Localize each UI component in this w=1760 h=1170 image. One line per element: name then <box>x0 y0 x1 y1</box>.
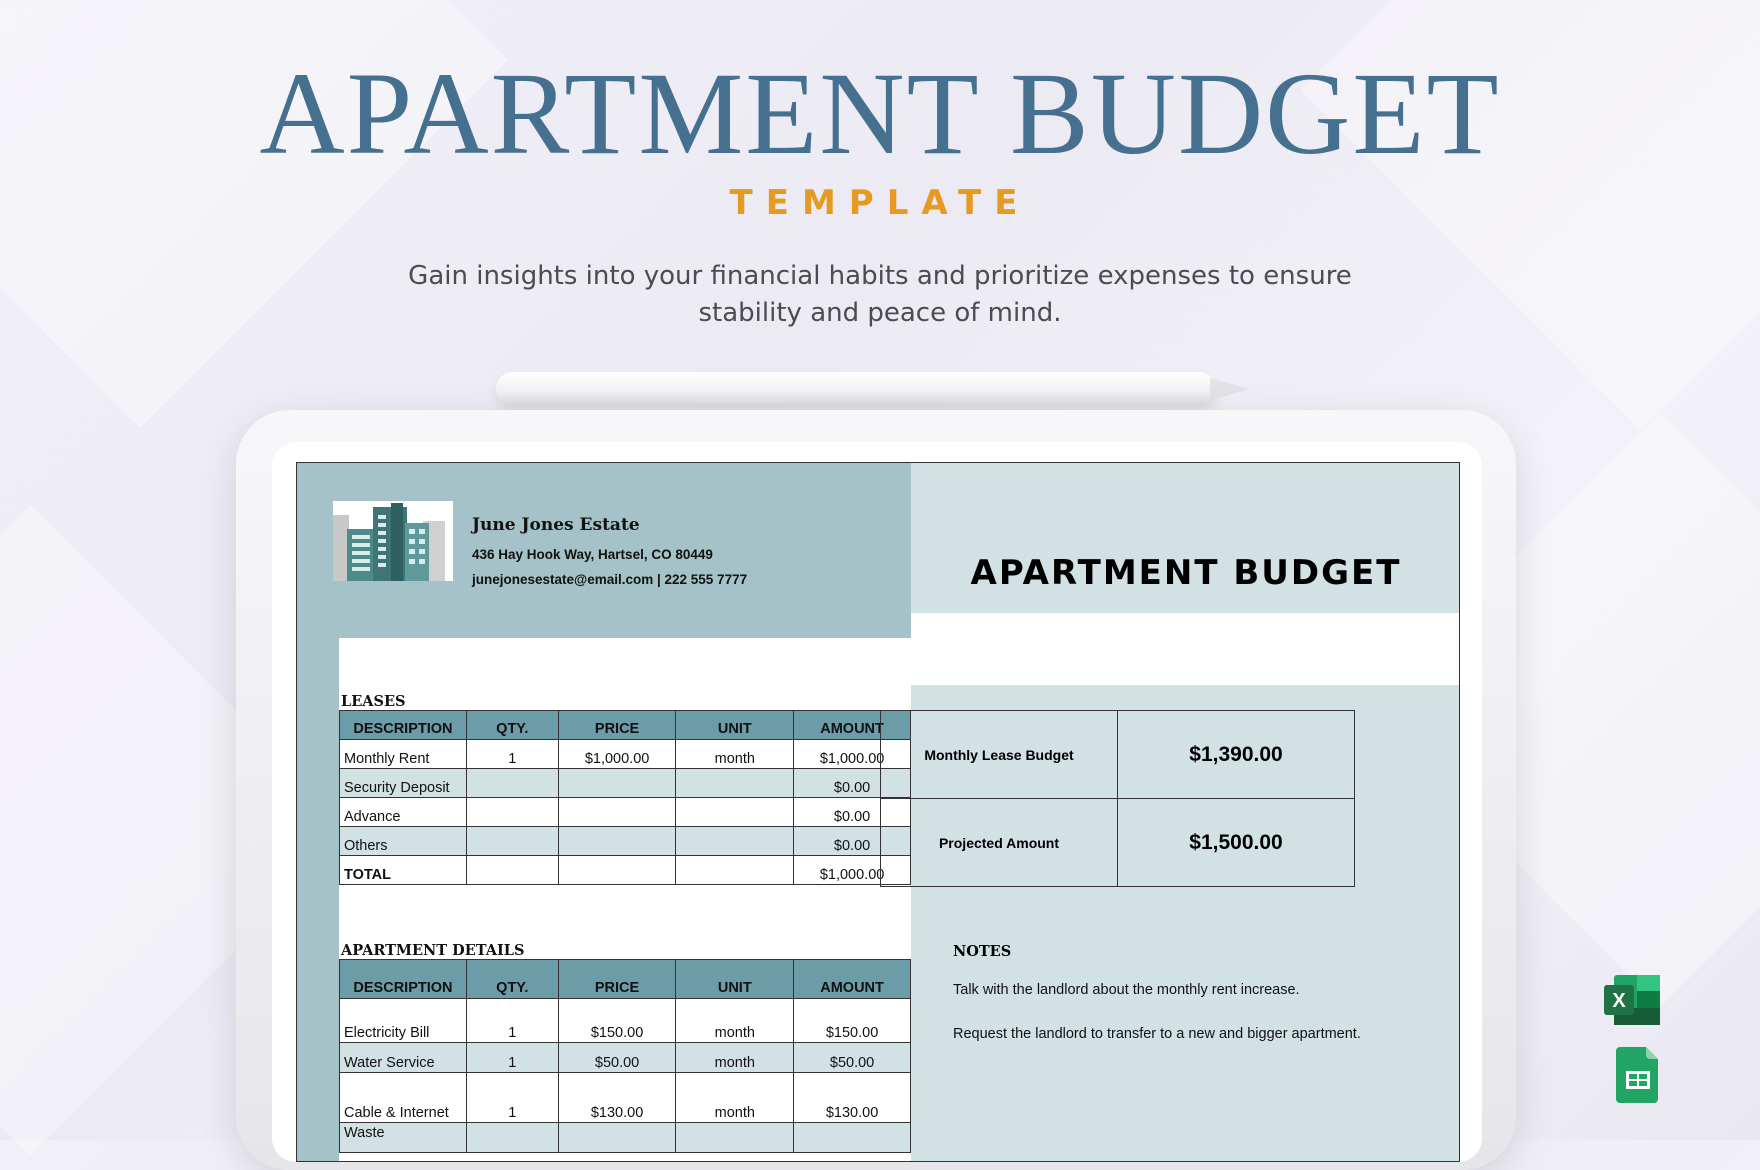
cell-qty[interactable] <box>466 827 558 856</box>
column-header: UNIT <box>676 960 794 999</box>
cell-description[interactable]: Others <box>340 827 467 856</box>
cell-description[interactable]: Advance <box>340 798 467 827</box>
cell-price[interactable] <box>558 798 676 827</box>
cell-amount[interactable]: $130.00 <box>794 1073 911 1123</box>
column-header: AMOUNT <box>794 711 911 740</box>
company-contact: junejonesestate@email.com | 222 555 7777 <box>472 572 748 587</box>
column-header: PRICE <box>558 960 676 999</box>
column-header: QTY. <box>466 960 558 999</box>
cell-unit[interactable] <box>676 1123 794 1153</box>
hero-subtitle: TEMPLATE <box>729 183 1031 223</box>
stylus-pencil <box>496 372 1216 406</box>
leases-section-title: LEASES <box>341 693 406 710</box>
cell-unit[interactable]: month <box>676 1073 794 1123</box>
hero-title: APARTMENT BUDGET <box>259 48 1501 179</box>
table-row <box>340 827 911 856</box>
company-name: June Jones Estate <box>472 515 640 535</box>
hero-description <box>330 258 1430 332</box>
column-header: DESCRIPTION <box>340 711 467 740</box>
cell-price[interactable]: $150.00 <box>558 999 676 1043</box>
column-header: DESCRIPTION <box>340 960 467 999</box>
apartment-details-table <box>339 959 911 1153</box>
cell-qty[interactable]: 1 <box>466 1043 558 1073</box>
cell-amount[interactable]: $0.00 <box>794 827 911 856</box>
total-row <box>340 856 911 885</box>
cell-qty[interactable] <box>466 798 558 827</box>
google-sheets-icon <box>1616 1047 1660 1103</box>
table-row <box>340 798 911 827</box>
excel-icon <box>1602 973 1662 1027</box>
cell-price[interactable]: $1,000.00 <box>558 740 676 769</box>
projected-amount-label: Projected Amount <box>881 799 1118 887</box>
cell-description[interactable]: Water Service <box>340 1043 467 1073</box>
cell-unit[interactable]: month <box>676 1043 794 1073</box>
cell-unit[interactable] <box>676 798 794 827</box>
hero-description-line: Gain insights into your financial habits and prioritize expenses to ensure <box>408 261 1352 291</box>
monthly-lease-budget-value[interactable]: $1,390.00 <box>1118 711 1355 799</box>
cell-unit[interactable] <box>676 827 794 856</box>
column-header: QTY. <box>466 711 558 740</box>
cell-price[interactable]: $50.00 <box>558 1043 676 1073</box>
document-title: APARTMENT BUDGET <box>970 553 1402 593</box>
projected-amount-value[interactable]: $1,500.00 <box>1118 799 1355 887</box>
cell-description[interactable]: Security Deposit <box>340 769 467 798</box>
company-address: 436 Hay Hook Way, Hartsel, CO 80449 <box>472 547 713 562</box>
cell-price[interactable] <box>558 769 676 798</box>
cell-qty[interactable] <box>466 1123 558 1153</box>
table-row <box>340 740 911 769</box>
column-header: AMOUNT <box>794 960 911 999</box>
cell-unit[interactable] <box>676 769 794 798</box>
cell-price[interactable]: $130.00 <box>558 1073 676 1123</box>
table-row <box>340 1043 911 1073</box>
cell-unit[interactable]: month <box>676 740 794 769</box>
budget-summary-table <box>880 710 1355 887</box>
apartment-details-section-title: APARTMENT DETAILS <box>341 942 525 959</box>
table-row <box>340 1123 911 1153</box>
monthly-lease-budget-label: Monthly Lease Budget <box>881 711 1118 799</box>
notes-title: NOTES <box>953 943 1012 960</box>
cell-amount[interactable]: $0.00 <box>794 769 911 798</box>
cell-amount[interactable]: $50.00 <box>794 1043 911 1073</box>
spreadsheet-document <box>296 462 1460 1162</box>
leases-table <box>339 710 911 885</box>
cell-qty[interactable]: 1 <box>466 999 558 1043</box>
total-label: TOTAL <box>340 856 467 885</box>
total-amount[interactable]: $1,000.00 <box>794 856 911 885</box>
cell-price[interactable] <box>558 827 676 856</box>
building-logo-icon <box>333 501 453 581</box>
column-header: UNIT <box>676 711 794 740</box>
title-band <box>911 613 1460 685</box>
cell-description[interactable]: Cable & Internet <box>340 1073 467 1123</box>
cell-qty[interactable] <box>466 769 558 798</box>
cell-amount[interactable]: $1,000.00 <box>794 740 911 769</box>
cell-amount[interactable]: $0.00 <box>794 798 911 827</box>
cell-price[interactable] <box>558 1123 676 1153</box>
cell-amount[interactable]: $150.00 <box>794 999 911 1043</box>
table-row <box>340 769 911 798</box>
cell-empty[interactable] <box>466 856 558 885</box>
note-item[interactable]: Request the landlord to transfer to a new and bigger apartment. <box>953 1026 1361 1042</box>
note-item[interactable]: Talk with the landlord about the monthly rent increase. <box>953 982 1300 998</box>
table-row <box>340 1073 911 1123</box>
cell-empty[interactable] <box>558 856 676 885</box>
cell-amount[interactable] <box>794 1123 911 1153</box>
cell-unit[interactable]: month <box>676 999 794 1043</box>
column-header: PRICE <box>558 711 676 740</box>
cell-empty[interactable] <box>676 856 794 885</box>
excel-letter: X <box>1612 990 1626 1012</box>
cell-description[interactable]: Electricity Bill <box>340 999 467 1043</box>
cell-qty[interactable]: 1 <box>466 740 558 769</box>
table-row <box>340 999 911 1043</box>
stylus-tip <box>1210 378 1250 400</box>
cell-description[interactable]: Monthly Rent <box>340 740 467 769</box>
cell-description[interactable]: Waste <box>340 1123 467 1153</box>
cell-qty[interactable]: 1 <box>466 1073 558 1123</box>
hero-description-line: stability and peace of mind. <box>698 298 1062 328</box>
